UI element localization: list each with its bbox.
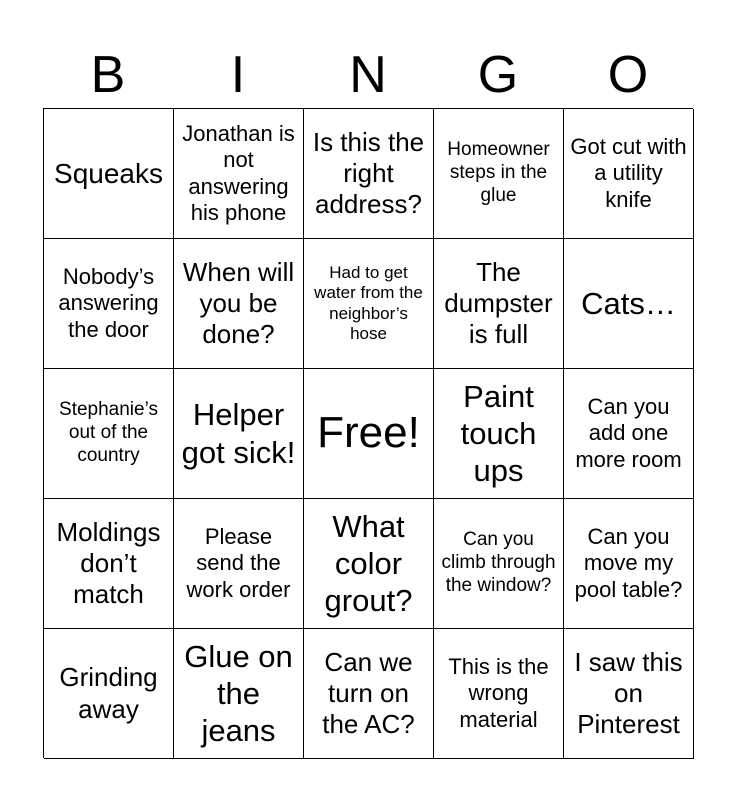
cell-text: I saw this on Pinterest — [574, 646, 683, 740]
cell-text: What color grout? — [324, 508, 413, 619]
bingo-cell[interactable] — [434, 499, 564, 629]
bingo-cell[interactable] — [44, 499, 174, 629]
cell-text: Jonathan is not answering his phone — [182, 120, 295, 225]
cell-text: This is the wrong material — [448, 653, 549, 732]
cell-text: When will you be done? — [182, 256, 295, 350]
bingo-cell[interactable] — [564, 109, 694, 239]
cell-text: Grinding away — [59, 662, 158, 724]
cell-text: Moldings don’t match — [56, 516, 161, 610]
bingo-cell[interactable] — [304, 499, 434, 629]
bingo-cell[interactable] — [564, 239, 694, 369]
cell-text: Free! — [317, 408, 420, 458]
bingo-cell[interactable] — [434, 109, 564, 239]
cell-text: Paint touch ups — [460, 378, 537, 489]
cell-text: Can you add one more room — [575, 393, 682, 472]
header-letter-o: O — [607, 46, 649, 104]
bingo-cell[interactable] — [304, 239, 434, 369]
cell-text: Can we turn on the AC? — [322, 646, 415, 740]
cell-text: Squeaks — [54, 157, 163, 189]
cell-text: Can you move my pool table? — [574, 523, 683, 602]
free-space-cell[interactable] — [304, 369, 434, 499]
header-letter-i: I — [230, 46, 246, 104]
bingo-cell[interactable] — [304, 629, 434, 759]
bingo-header — [43, 42, 693, 108]
bingo-cell[interactable] — [174, 369, 304, 499]
bingo-cell[interactable] — [434, 369, 564, 499]
bingo-cell[interactable] — [44, 629, 174, 759]
bingo-cell[interactable] — [174, 499, 304, 629]
bingo-cell[interactable] — [44, 369, 174, 499]
bingo-cell[interactable] — [174, 239, 304, 369]
header-letter-n: N — [349, 46, 387, 104]
bingo-cell[interactable] — [304, 109, 434, 239]
bingo-cell[interactable] — [44, 109, 174, 239]
cell-text: Cats… — [581, 285, 676, 321]
cell-text: Is this the right address? — [312, 126, 425, 220]
cell-text: Homeowner steps in the glue — [447, 139, 550, 206]
cell-text: Please send the work order — [186, 523, 291, 602]
bingo-cell[interactable] — [434, 239, 564, 369]
cell-text: Nobody’s answering the door — [58, 263, 159, 342]
cell-text: Helper got sick! — [181, 397, 296, 470]
cell-text: Got cut with a utility knife — [570, 133, 687, 212]
bingo-cell[interactable] — [44, 239, 174, 369]
cell-text: Stephanie’s out of the country — [59, 399, 158, 466]
bingo-cell[interactable] — [564, 499, 694, 629]
bingo-cell[interactable] — [174, 109, 304, 239]
header-letter-b: B — [90, 46, 126, 104]
cell-text: The dumpster is full — [444, 256, 553, 350]
bingo-cell[interactable] — [174, 629, 304, 759]
cell-text: Had to get water from the neighbor’s hose — [314, 262, 423, 343]
bingo-cell[interactable] — [434, 629, 564, 759]
bingo-cell[interactable] — [564, 629, 694, 759]
bingo-board — [43, 108, 693, 758]
cell-text: Can you climb through the window? — [441, 529, 556, 596]
cell-text: Glue on the jeans — [184, 638, 293, 749]
header-letter-g: G — [477, 46, 519, 104]
bingo-cell[interactable] — [564, 369, 694, 499]
